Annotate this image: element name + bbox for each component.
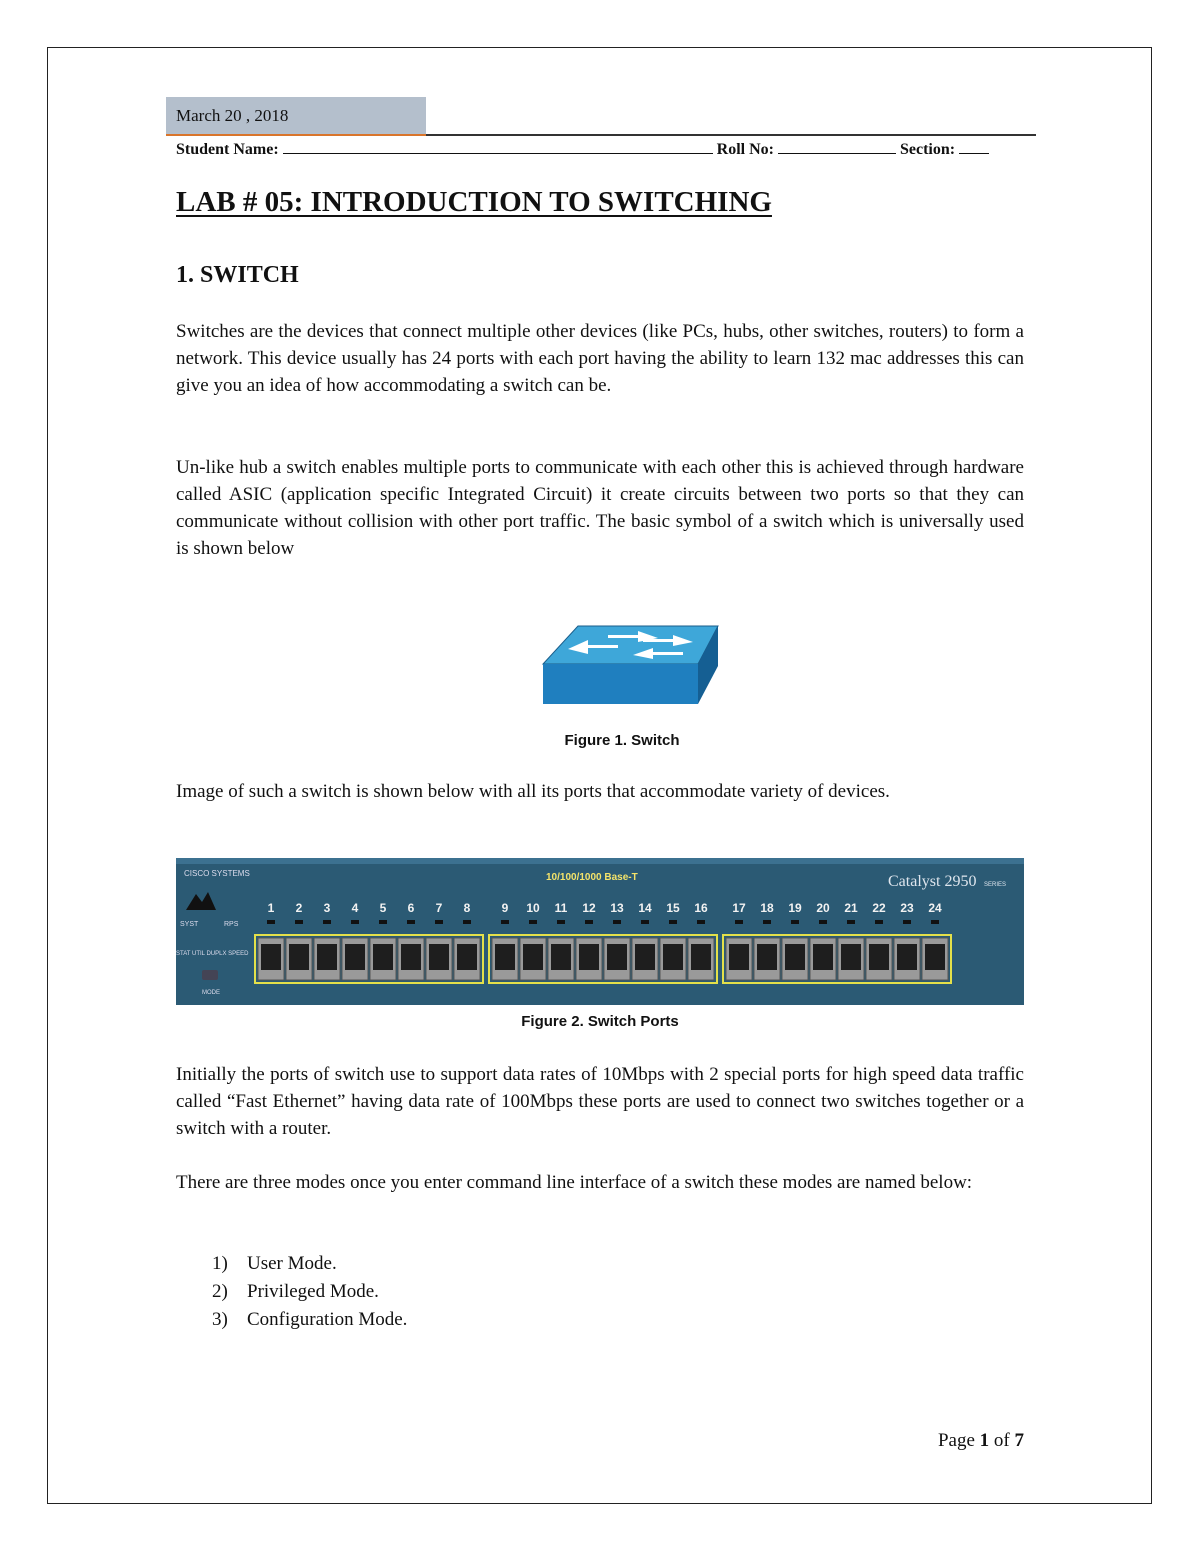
port-number-label: 16 — [694, 901, 708, 915]
mode-button — [202, 970, 218, 980]
port-led — [763, 920, 771, 924]
mode-label: MODE — [202, 990, 220, 996]
paragraph-fast-ethernet: Initially the ports of switch use to support data rates of 10Mbps with 2 special ports for high speed data traffic called “Fast Ethernet” having data rate of 100Mbps these ports are used to connect two switches together or a switch with a router. — [176, 1064, 1024, 1139]
ethernet-port-socket — [757, 944, 777, 970]
ethernet-port-socket — [345, 944, 365, 970]
port-led — [791, 920, 799, 924]
paragraph-switch-image: Image of such a switch is shown below with all its ports that accommodate variety of devices. — [176, 781, 890, 802]
ethernet-port-socket — [579, 944, 599, 970]
port-number-label: 1 — [267, 901, 275, 915]
ethernet-port-socket — [289, 944, 309, 970]
port-number-label: 12 — [582, 901, 596, 915]
led-label-syst: SYST — [180, 921, 199, 928]
port-number-label: 23 — [900, 901, 914, 915]
student-name-label: Student Name: — [176, 141, 279, 158]
port-number-label: 5 — [379, 901, 387, 915]
ethernet-port-socket — [457, 944, 477, 970]
port-led — [435, 920, 443, 924]
ethernet-port-socket — [317, 944, 337, 970]
ethernet-port-socket — [401, 944, 421, 970]
port-number-label: 10 — [526, 901, 540, 915]
ethernet-port-socket — [429, 944, 449, 970]
port-led — [641, 920, 649, 924]
port-number-label: 18 — [760, 901, 774, 915]
ethernet-port-socket — [897, 944, 917, 970]
ethernet-port-socket — [551, 944, 571, 970]
list-item-number: 3) — [212, 1309, 228, 1330]
port-number-label: 19 — [788, 901, 802, 915]
port-number-label: 22 — [872, 901, 886, 915]
ethernet-port-socket — [841, 944, 861, 970]
brand-label: CISCO SYSTEMS — [184, 869, 250, 878]
page-of: of — [993, 1430, 1010, 1451]
section-blank — [959, 139, 989, 154]
port-number-label: 24 — [928, 901, 942, 915]
ethernet-port-socket — [869, 944, 889, 970]
port-led — [931, 920, 939, 924]
port-led — [529, 920, 537, 924]
port-led — [735, 920, 743, 924]
port-number-label: 7 — [435, 901, 443, 915]
switch-symbol-figure — [538, 604, 723, 714]
figure2-caption: Figure 2. Switch Ports — [521, 1013, 679, 1030]
student-name-blank — [283, 139, 713, 154]
list-item-label: Configuration Mode. — [247, 1309, 408, 1330]
page-total: 7 — [1014, 1430, 1024, 1451]
port-led — [323, 920, 331, 924]
port-led — [847, 920, 855, 924]
port-led — [407, 920, 415, 924]
port-led — [463, 920, 471, 924]
port-led — [669, 920, 677, 924]
section-heading-switch: 1. SWITCH — [176, 262, 299, 288]
port-led — [875, 920, 883, 924]
modes-list — [212, 1250, 407, 1334]
port-number-label: 2 — [295, 901, 303, 915]
ethernet-port-socket — [663, 944, 683, 970]
port-number-label: 20 — [816, 901, 830, 915]
ethernet-port-socket — [607, 944, 627, 970]
figure1-caption: Figure 1. Switch — [564, 732, 680, 749]
ethernet-port-socket — [729, 944, 749, 970]
ethernet-port-socket — [261, 944, 281, 970]
switch-ports-figure — [176, 858, 1024, 1005]
ethernet-port-socket — [635, 944, 655, 970]
base-t-label: 10/100/1000 Base-T — [546, 872, 638, 883]
ethernet-port-socket — [373, 944, 393, 970]
ethernet-port-socket — [495, 944, 515, 970]
ethernet-port-socket — [523, 944, 543, 970]
port-number-label: 4 — [351, 901, 359, 915]
list-item — [212, 1250, 407, 1278]
section-label: Section: — [900, 141, 956, 158]
header-date: March 20 , 2018 — [176, 106, 289, 125]
list-item — [212, 1278, 407, 1306]
port-led — [697, 920, 705, 924]
list-item — [212, 1306, 407, 1334]
led-label-rps: RPS — [224, 921, 239, 928]
port-number-label: 8 — [463, 901, 471, 915]
port-number-label: 15 — [666, 901, 680, 915]
ethernet-port-socket — [925, 944, 945, 970]
port-led — [557, 920, 565, 924]
roll-no-label: Roll No: — [716, 141, 774, 158]
port-number-label: 21 — [844, 901, 858, 915]
port-number-label: 9 — [501, 901, 509, 915]
series-label: SERIES — [984, 882, 1007, 888]
port-led — [295, 920, 303, 924]
lab-title: LAB # 05: INTRODUCTION TO SWITCHING — [176, 186, 772, 218]
model-label: Catalyst 2950 — [888, 873, 977, 890]
page-current: 1 — [979, 1430, 990, 1451]
list-item-label: Privileged Mode. — [247, 1281, 379, 1302]
list-item-number: 2) — [212, 1281, 228, 1302]
page-prefix: Page — [937, 1430, 975, 1451]
port-led — [379, 920, 387, 924]
ethernet-port-socket — [691, 944, 711, 970]
port-led — [819, 920, 827, 924]
header-date-box — [166, 97, 426, 135]
led-label-group: STAT UTIL DUPLX SPEED — [176, 951, 249, 957]
port-number-label: 11 — [554, 901, 568, 915]
port-number-label: 6 — [407, 901, 415, 915]
paragraph-switch-intro: Switches are the devices that connect multiple other devices (like PCs, hubs, other switches, routers) to form a network. This device usually has 24 ports with each port having the ability to learn 132 mac addresses this can give you an idea of how accommodating a switch can be. — [176, 321, 1024, 396]
page-number — [880, 1430, 1024, 1452]
port-led — [585, 920, 593, 924]
port-led — [903, 920, 911, 924]
paragraph-asic: Un-like hub a switch enables multiple ports to communicate with each other this is achieved through hardware called ASIC (application specific Integrated Circuit) it create circuits between two ports so that they can communicate without collision with other port traffic. The basic symbol of a switch which is universally used is shown below — [176, 457, 1024, 559]
port-number-label: 3 — [323, 901, 331, 915]
roll-no-blank — [778, 139, 896, 154]
list-item-label: User Mode. — [247, 1253, 337, 1274]
header-rule-dark — [426, 134, 1036, 136]
ethernet-port-socket — [813, 944, 833, 970]
ethernet-port-socket — [785, 944, 805, 970]
port-led — [267, 920, 275, 924]
port-led — [351, 920, 359, 924]
port-led — [613, 920, 621, 924]
port-number-label: 13 — [610, 901, 624, 915]
port-number-label: 17 — [732, 901, 746, 915]
list-item-number: 1) — [212, 1253, 228, 1274]
port-led — [501, 920, 509, 924]
port-number-label: 14 — [638, 901, 652, 915]
paragraph-modes-intro: There are three modes once you enter command line interface of a switch these modes are named below: — [176, 1172, 973, 1193]
student-info-line — [176, 139, 1026, 159]
